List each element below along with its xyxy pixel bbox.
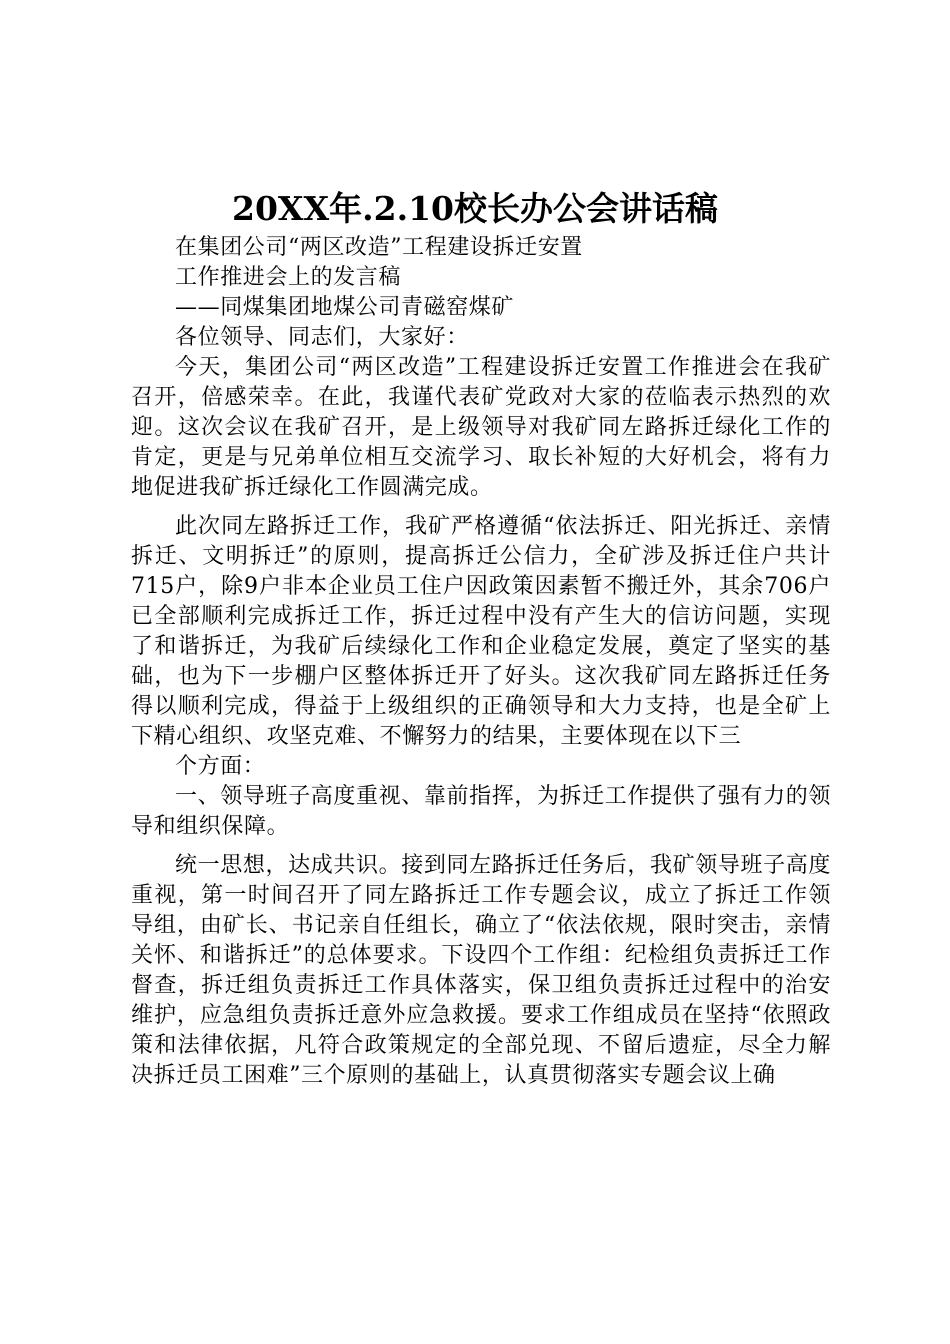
subtitle-line-2: 工作推进会上的发言稿 <box>175 265 402 290</box>
document-title: 20XX年.2.10校长办公会讲话稿 <box>232 189 718 228</box>
subtitle-line-1: 在集团公司“两区改造”工程建设拆迁安置 <box>175 235 583 260</box>
paragraph-unify-thought: 统一思想，达成共识。接到同左路拆迁任务后，我矿领导班子高度重视，第一时间召开了同左路拆迁工作专题会议，成立了拆迁工作领导组，由矿长、书记亲自任组长，确立了“依法依规，限时突击，亲情关怀、和谐拆迁”的总体要求。下设四个工作组：纪检组负责拆迁工作督查，拆迁组负责拆迁工作具体落实，保卫组负责拆迁过程中的治安维护，应急组负责拆迁意外应急救援。要求工作组成员在坚持“依照政策和法律依据，凡符合政策规定的全部兑现、不留后遗症，尽全力解决拆迁员工困难”三个原则的基础上，认真贯彻落实专题会议上确 <box>131 853 831 1088</box>
section-heading-1: 一、领导班子高度重视、靠前指挥，为拆迁工作提供了强有力的领导和组织保障。 <box>131 784 831 839</box>
document-body <box>131 233 831 1091</box>
paragraph-aspects-lead: 个方面： <box>175 754 266 779</box>
paragraph-demolition-summary: 此次同左路拆迁工作，我矿严格遵循“依法拆迁、阳光拆迁、亲情拆迁、文明拆迁”的原则，提高拆迁公信力，全矿涉及拆迁住户共计715户，除9户非本企业员工住户因政策因素暂不搬迁外，其余706户已全部顺利完成拆迁工作，拆迁过程中没有产生大的信访问题，实现了和谐拆迁，为我矿后续绿化工作和企业稳定发展，奠定了坚实的基础，也为下一步棚户区整体拆迁开了好头。这次我矿同左路拆迁任务得以顺利完成，得益于上级组织的正确领导和大力支持，也是全矿上下精心组织、攻坚克难、不懈努力的结果，主要体现在以下三 <box>131 514 831 749</box>
author-line: ——同煤集团地煤公司青磁窑煤矿 <box>175 295 515 320</box>
paragraph-opening: 今天，集团公司“两区改造”工程建设拆迁安置工作推进会在我矿召开，倍感荣幸。在此，我谨代表矿党政对大家的莅临表示热烈的欢迎。这次会议在我矿召开，是上级领导对我矿同左路拆迁绿化工作的肯定，更是与兄弟单位相互交流学习、取长补短的大好机会，将有力地促进我矿拆迁绿化工作圆满完成。 <box>131 355 831 500</box>
greeting: 各位领导、同志们，大家好： <box>175 325 469 350</box>
